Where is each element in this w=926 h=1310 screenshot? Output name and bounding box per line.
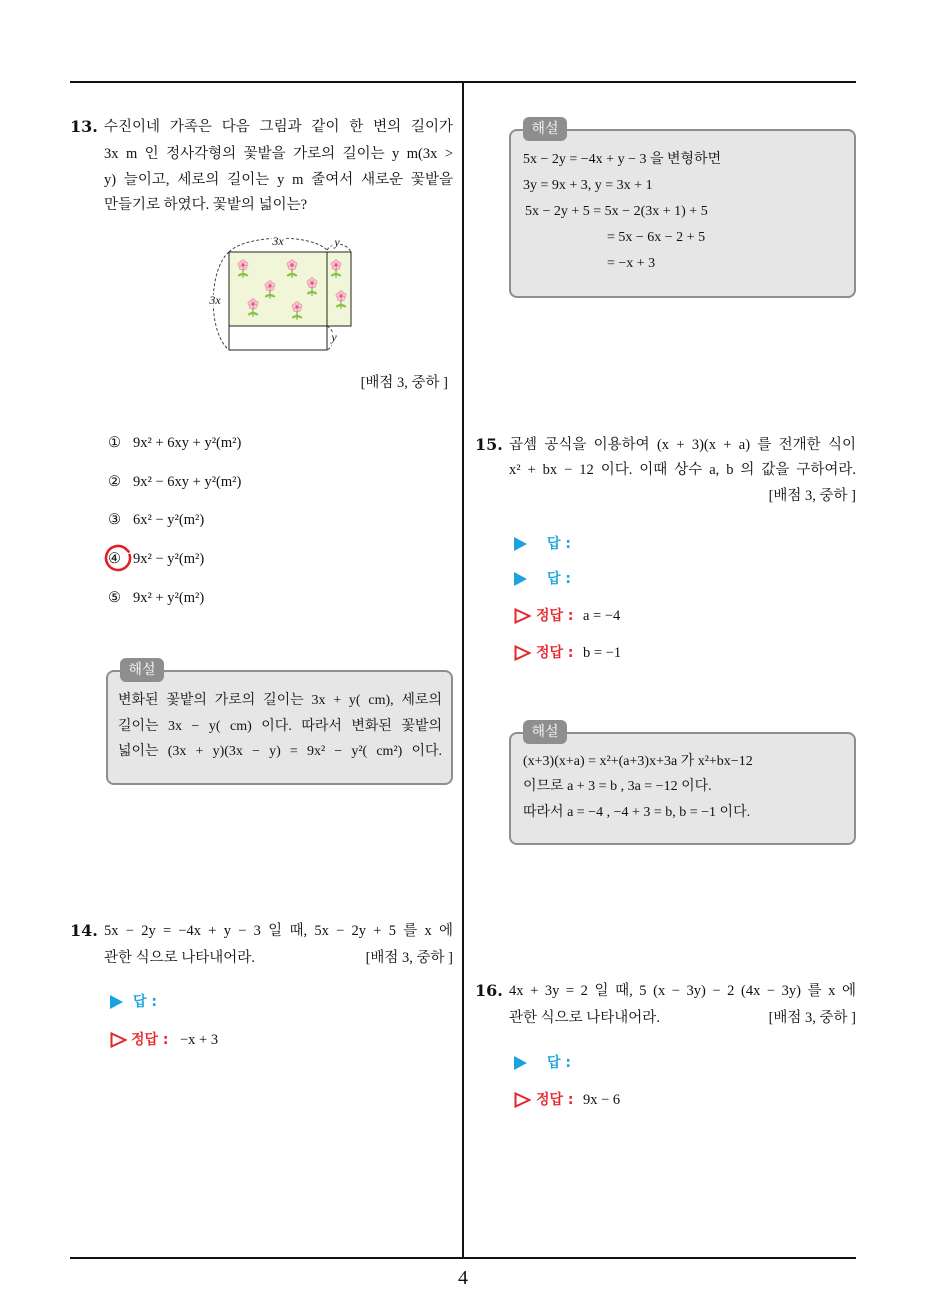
explanation-tab: 해설: [523, 720, 567, 744]
explanation-line: 이므로 a + 3 = b , 3a = −12 이다.: [523, 779, 712, 794]
choice-text: 9x² − 6xy + y²(m²): [133, 474, 242, 490]
marked-choice-circle-icon: [101, 541, 135, 575]
answer-marker-icon: [514, 537, 527, 551]
question-number: 14.: [70, 921, 98, 940]
explanation-line: (x+3)(x+a) = x²+(a+3)x+3a 가 x²+bx−12: [523, 754, 753, 769]
figure-label-extension: y: [334, 235, 340, 249]
choice-2: [108, 469, 241, 495]
question-text-line: 3x m 인 정사각형의 꽃밭을 가로의 길이는 y m(3x >: [104, 146, 453, 162]
question-text-line: 5x − 2y = −4x + y − 3 일 때, 5x − 2y + 5 를 x 에: [104, 923, 453, 939]
explanation-line: 넓이는 (3x + y)(3x − y) = 9x² − y²( cm²) 이다.: [118, 744, 442, 759]
choice-number: ③: [108, 512, 121, 528]
question-text-line: 관한 식으로 나타내어라.: [104, 950, 255, 966]
explanation-line: 3y = 9x + 3, y = 3x + 1: [523, 178, 653, 193]
correct-answer-label: 정답 :: [131, 1032, 169, 1048]
explanation-line: 변화된 꽃밭의 가로의 길이는 3x + y( cm), 세로의: [118, 693, 442, 708]
answer-label: 답 :: [547, 1055, 571, 1071]
answer-marker-icon: [110, 995, 123, 1009]
choice-text: 9x² − y²(m²): [133, 551, 205, 567]
correct-answer-label: 정답 :: [536, 1092, 574, 1108]
explanation-line: 길이는 3x − y( cm) 이다. 따라서 변화된 꽃밭의: [118, 719, 442, 734]
choice-number: ⑤: [108, 590, 121, 606]
choice-text: 9x² + y²(m²): [133, 590, 205, 606]
correct-answer-marker-icon: [110, 1032, 127, 1048]
correct-answer-marker-icon: [514, 1092, 531, 1108]
question-number: 16.: [475, 981, 503, 1000]
question-text-line: 4x + 3y = 2 일 때, 5 (x − 3y) − 2 (4x − 3y) 를 x 에: [509, 983, 856, 999]
choice-number: ②: [108, 474, 121, 490]
correct-answer-marker-icon: [514, 645, 531, 661]
choice-text: 6x² − y²(m²): [133, 512, 205, 528]
choice-3: [108, 507, 204, 533]
correct-answer-value: b = −1: [583, 645, 622, 661]
correct-answer-value: 9x − 6: [583, 1092, 621, 1108]
figure-label-top: 3x: [272, 234, 284, 248]
choice-number: ④: [108, 551, 121, 567]
column-divider: [462, 82, 464, 1258]
question-text-line: y) 늘이고, 세로의 길이는 y m 줄여서 새로운 꽃밭을: [104, 172, 453, 188]
explanation-line: 5x − 2y + 5 = 5x − 2(3x + 1) + 5: [525, 204, 708, 219]
score-label: [배점 3, 중하 ]: [360, 375, 448, 391]
choice-number: ①: [108, 435, 121, 451]
page-number: 4: [458, 1267, 468, 1289]
explanation-line: = −x + 3: [607, 256, 656, 271]
question-text-line: 곱셈 공식을 이용하여 (x + 3)(x + a) 를 전개한 식이: [509, 437, 856, 453]
choice-5: [108, 585, 204, 611]
score-label: [배점 3, 중하 ]: [768, 488, 856, 504]
question-text-line: 만들기로 하였다. 꽃밭의 넓이는?: [104, 197, 308, 213]
choice-1: [108, 430, 241, 456]
garden-figure: [200, 225, 360, 355]
answer-marker-icon: [514, 572, 527, 586]
question-number: 15.: [475, 435, 503, 454]
question-text-line: 수진이네 가족은 다음 그림과 같이 한 변의 길이가: [104, 119, 453, 135]
answer-label: 답 :: [133, 994, 157, 1010]
correct-answer-value: −x + 3: [180, 1032, 219, 1048]
answer-label: 답 :: [547, 571, 571, 587]
question-number: 13.: [70, 117, 98, 136]
question-text-line: 관한 식으로 나타내어라.: [509, 1010, 660, 1026]
explanation-tab: 해설: [523, 117, 567, 141]
explanation-tab: 해설: [120, 658, 164, 682]
answer-label: 답 :: [547, 536, 571, 552]
answer-marker-icon: [514, 1056, 527, 1070]
correct-answer-marker-icon: [514, 608, 531, 624]
correct-answer-label: 정답 :: [536, 645, 574, 661]
explanation-line: 5x − 2y = −4x + y − 3 을 변형하면: [523, 152, 722, 167]
figure-label-reduction: y: [331, 330, 337, 344]
score-label: [배점 3, 중하 ]: [768, 1010, 856, 1026]
question-text-line: x² + bx − 12 이다. 이때 상수 a, b 의 값을 구하여라.: [509, 462, 856, 478]
explanation-line: 따라서 a = −4 , −4 + 3 = b, b = −1 이다.: [523, 805, 751, 820]
correct-answer-value: a = −4: [583, 608, 621, 624]
explanation-line: = 5x − 6x − 2 + 5: [607, 230, 706, 245]
figure-label-left: 3x: [209, 293, 221, 307]
score-label: [배점 3, 중하 ]: [365, 950, 453, 966]
correct-answer-label: 정답 :: [536, 608, 574, 624]
choice-text: 9x² + 6xy + y²(m²): [133, 435, 242, 451]
